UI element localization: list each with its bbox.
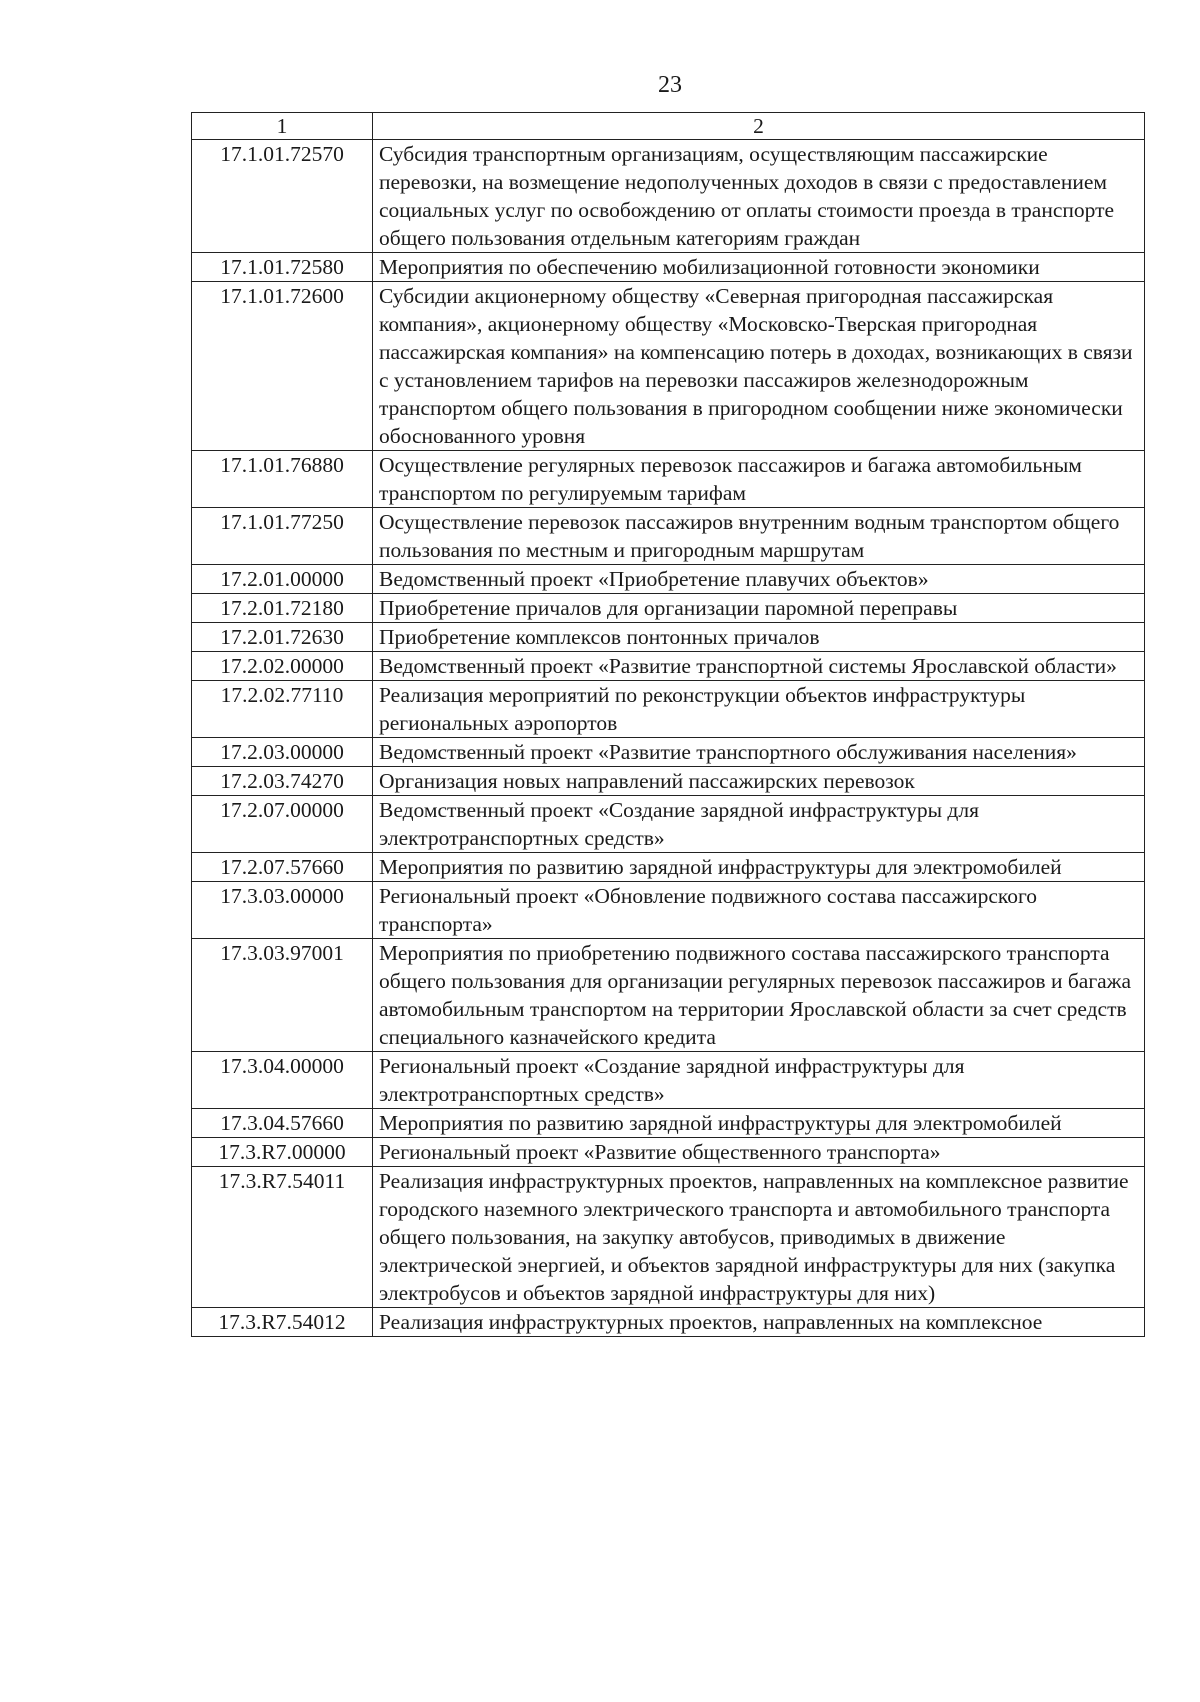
row-name: Организация новых направлений пассажирских перевозок xyxy=(373,767,1145,796)
row-name: Ведомственный проект «Приобретение плавучих объектов» xyxy=(373,565,1145,594)
table-row xyxy=(192,623,1145,652)
row-code: 17.2.03.74270 xyxy=(192,767,373,796)
table-row xyxy=(192,796,1145,853)
table-row xyxy=(192,282,1145,451)
row-code: 17.3.04.57660 xyxy=(192,1109,373,1138)
table-row xyxy=(192,1138,1145,1167)
row-code: 17.3.03.00000 xyxy=(192,882,373,939)
row-name: Мероприятия по приобретению подвижного состава пассажирского транспорта общего пользования для организации регулярных перевозок пассажиров и багажа автомобильным транспортом на территории Ярославской области за счет средств специального казначейского кредита xyxy=(373,939,1145,1052)
table-row xyxy=(192,767,1145,796)
row-code: 17.1.01.72570 xyxy=(192,140,373,253)
row-name: Региональный проект «Создание зарядной инфраструктуры для электротранспортных средств» xyxy=(373,1052,1145,1109)
table-row xyxy=(192,140,1145,253)
row-code: 17.1.01.72580 xyxy=(192,253,373,282)
row-code: 17.1.01.72600 xyxy=(192,282,373,451)
table-row xyxy=(192,853,1145,882)
table-row xyxy=(192,1308,1145,1337)
row-code: 17.3.R7.54012 xyxy=(192,1308,373,1337)
budget-classification-table xyxy=(191,112,1145,1337)
table-row xyxy=(192,1109,1145,1138)
table-row xyxy=(192,882,1145,939)
row-name: Реализация инфраструктурных проектов, направленных на комплексное xyxy=(373,1308,1145,1337)
row-code: 17.1.01.76880 xyxy=(192,451,373,508)
table-row xyxy=(192,565,1145,594)
table-row xyxy=(192,253,1145,282)
row-code: 17.2.01.72630 xyxy=(192,623,373,652)
table-row xyxy=(192,594,1145,623)
row-code: 17.1.01.77250 xyxy=(192,508,373,565)
row-name: Региональный проект «Развитие общественного транспорта» xyxy=(373,1138,1145,1167)
row-name: Субсидия транспортным организациям, осуществляющим пассажирские перевозки, на возмещение недополученных доходов в связи с предоставлением социальных услуг по освобождению от оплаты стоимости проезда в транспорте общего пользования отдельным категориям граждан xyxy=(373,140,1145,253)
table-row xyxy=(192,939,1145,1052)
row-code: 17.2.01.72180 xyxy=(192,594,373,623)
row-code: 17.2.07.00000 xyxy=(192,796,373,853)
row-code: 17.3.04.00000 xyxy=(192,1052,373,1109)
table-header-row xyxy=(192,113,1145,140)
row-name: Мероприятия по развитию зарядной инфраструктуры для электромобилей xyxy=(373,1109,1145,1138)
row-code: 17.2.07.57660 xyxy=(192,853,373,882)
row-code: 17.3.R7.54011 xyxy=(192,1167,373,1308)
table-row xyxy=(192,508,1145,565)
column-header-code: 1 xyxy=(192,113,373,140)
row-name: Региональный проект «Обновление подвижного состава пассажирского транспорта» xyxy=(373,882,1145,939)
row-name: Ведомственный проект «Развитие транспортной системы Ярославской области» xyxy=(373,652,1145,681)
row-name: Приобретение комплексов понтонных причалов xyxy=(373,623,1145,652)
row-code: 17.3.R7.00000 xyxy=(192,1138,373,1167)
row-name: Реализация мероприятий по реконструкции объектов инфраструктуры региональных аэропортов xyxy=(373,681,1145,738)
row-code: 17.3.03.97001 xyxy=(192,939,373,1052)
page-number: 23 xyxy=(658,72,682,98)
row-code: 17.2.02.00000 xyxy=(192,652,373,681)
row-name: Субсидии акционерному обществу «Северная пригородная пассажирская компания», акционерному обществу «Московско-Тверская пригородная пассажирская компания» на компенсацию потерь в доходах, возникающих в связи с установлением тарифов на перевозки пассажиров железнодорожным транспортом общего пользования в пригородном сообщении ниже экономически обоснованного уровня xyxy=(373,282,1145,451)
table-row xyxy=(192,451,1145,508)
row-name: Мероприятия по развитию зарядной инфраструктуры для электромобилей xyxy=(373,853,1145,882)
table-row xyxy=(192,681,1145,738)
column-header-name: 2 xyxy=(373,113,1145,140)
row-code: 17.2.02.77110 xyxy=(192,681,373,738)
row-name: Ведомственный проект «Развитие транспортного обслуживания населения» xyxy=(373,738,1145,767)
row-code: 17.2.03.00000 xyxy=(192,738,373,767)
table-row xyxy=(192,1052,1145,1109)
table-row xyxy=(192,652,1145,681)
table-row xyxy=(192,1167,1145,1308)
row-name: Ведомственный проект «Создание зарядной инфраструктуры для электротранспортных средств» xyxy=(373,796,1145,853)
row-name: Осуществление регулярных перевозок пассажиров и багажа автомобильным транспортом по регулируемым тарифам xyxy=(373,451,1145,508)
table-row xyxy=(192,738,1145,767)
row-name: Приобретение причалов для организации паромной переправы xyxy=(373,594,1145,623)
row-name: Реализация инфраструктурных проектов, направленных на комплексное развитие городского наземного электрического транспорта и автомобильного транспорта общего пользования, на закупку автобусов, приводимых в движение электрической энергией, и объектов зарядной инфраструктуры для них (закупка электробусов и объектов зарядной инфраструктуры для них) xyxy=(373,1167,1145,1308)
row-name: Мероприятия по обеспечению мобилизационной готовности экономики xyxy=(373,253,1145,282)
row-code: 17.2.01.00000 xyxy=(192,565,373,594)
row-name: Осуществление перевозок пассажиров внутренним водным транспортом общего пользования по местным и пригородным маршрутам xyxy=(373,508,1145,565)
